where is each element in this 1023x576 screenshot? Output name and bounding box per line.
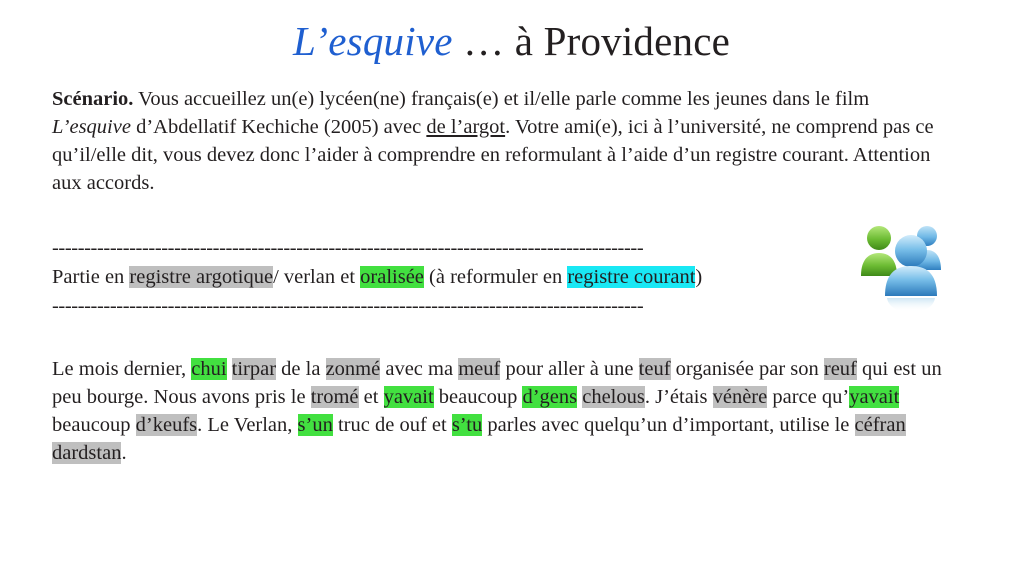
scenario-paragraph [52, 86, 952, 198]
legend-c: (à reformuler en [423, 266, 568, 288]
ex-l4-c: parles avec quelqu’un d’important, utilise le [482, 413, 855, 436]
ex-term-cefran: céfran [854, 413, 906, 436]
ex-l4-a: Le Verlan, [207, 413, 298, 436]
legend-cyan-swatch-label: registre courant [567, 266, 696, 288]
ex-l2-a: par son [758, 358, 824, 380]
ex-term-dkeufs: d’keufs [135, 413, 198, 436]
ex-term-stu: s’tu [451, 413, 483, 436]
ex-term-yavait-2: yavait [849, 385, 900, 408]
ex-term-reuf: reuf [823, 358, 857, 380]
divider-bottom: -------------------------------------------------------------------------------------------- [52, 295, 644, 317]
ex-l1-d: avec ma [380, 358, 459, 380]
ex-term-teuf: teuf [638, 358, 671, 380]
legend-a: Partie en [52, 266, 130, 288]
ex-l3-d: beaucoup [52, 413, 136, 436]
film-title: L’esquive [52, 115, 131, 138]
legend-line [52, 264, 952, 292]
scenario-line2-b: d’Abdellatif Kechiche (2005) avec [130, 115, 427, 138]
ex-l2-d: beaucoup [433, 385, 518, 408]
ex-l1-b [227, 358, 232, 380]
legend-green-swatch-label: oralisée [360, 266, 424, 288]
ex-l4-b: truc de ouf et [332, 413, 452, 436]
ex-term-venere: vénère [712, 385, 768, 408]
ex-l1-c: de la [276, 358, 326, 380]
ex-l3-e: . [197, 413, 203, 436]
slide-title-italic: L’esquive [292, 18, 453, 64]
ex-term-yavait-1: yavait [383, 385, 434, 408]
ex-term-zonme: zonmé [325, 358, 381, 380]
argot-link[interactable]: de l’argot [426, 115, 506, 138]
divider-top: -------------------------------------------------------------------------------------------- [52, 237, 644, 259]
scenario-label: Scénario. [52, 88, 134, 110]
ex-term-dardstan: dardstan [52, 441, 122, 464]
ex-l3-b: . J’étais [644, 385, 713, 408]
ex-term-chelous: chelous [582, 385, 645, 408]
scenario-line2-c: . Votre [505, 115, 560, 138]
ex-l3-c: parce qu’ [767, 385, 850, 408]
scenario-line3: ami(e), ici à l’université, ne comprend pas ce qu’il/elle dit, vous devez donc l’aider à [52, 115, 934, 166]
ex-term-tirpar: tirpar [231, 358, 277, 380]
slide-title [0, 18, 1023, 65]
ex-l2-b: qui est un peu bourge. Nous avons pris le [52, 358, 942, 408]
example-text [52, 356, 952, 468]
ex-term-meuf: meuf [458, 358, 501, 380]
legend-d: ) [695, 266, 703, 288]
ex-term-trome: tromé [310, 385, 359, 408]
ex-l2-c: et [358, 385, 384, 408]
ex-term-dgens: d’gens [522, 385, 578, 408]
ex-l5-a: . [121, 441, 127, 464]
legend-grey-swatch-label: registre argotique [129, 266, 274, 288]
msn-messenger-people-icon [853, 218, 963, 313]
scenario-line1: Vous accueillez un(e) lycéen(ne) français(e) et il/elle parle comme les [133, 88, 710, 110]
ex-l1-a: Le mois dernier, [52, 358, 192, 380]
scenario-line4: comprendre en reformulant à l’aide d’un registre courant. Attention aux accords. [52, 143, 931, 194]
legend-b: / verlan et [273, 266, 361, 288]
ex-term-sun: s’un [297, 413, 333, 436]
ex-l1-f: organisée [670, 358, 754, 380]
scenario-line2-a: jeunes dans le film [714, 88, 870, 110]
slide-title-rest: … à Providence [452, 18, 731, 64]
ex-l1-e: pour aller à une [500, 358, 639, 380]
ex-term-chui: chui [191, 358, 227, 380]
